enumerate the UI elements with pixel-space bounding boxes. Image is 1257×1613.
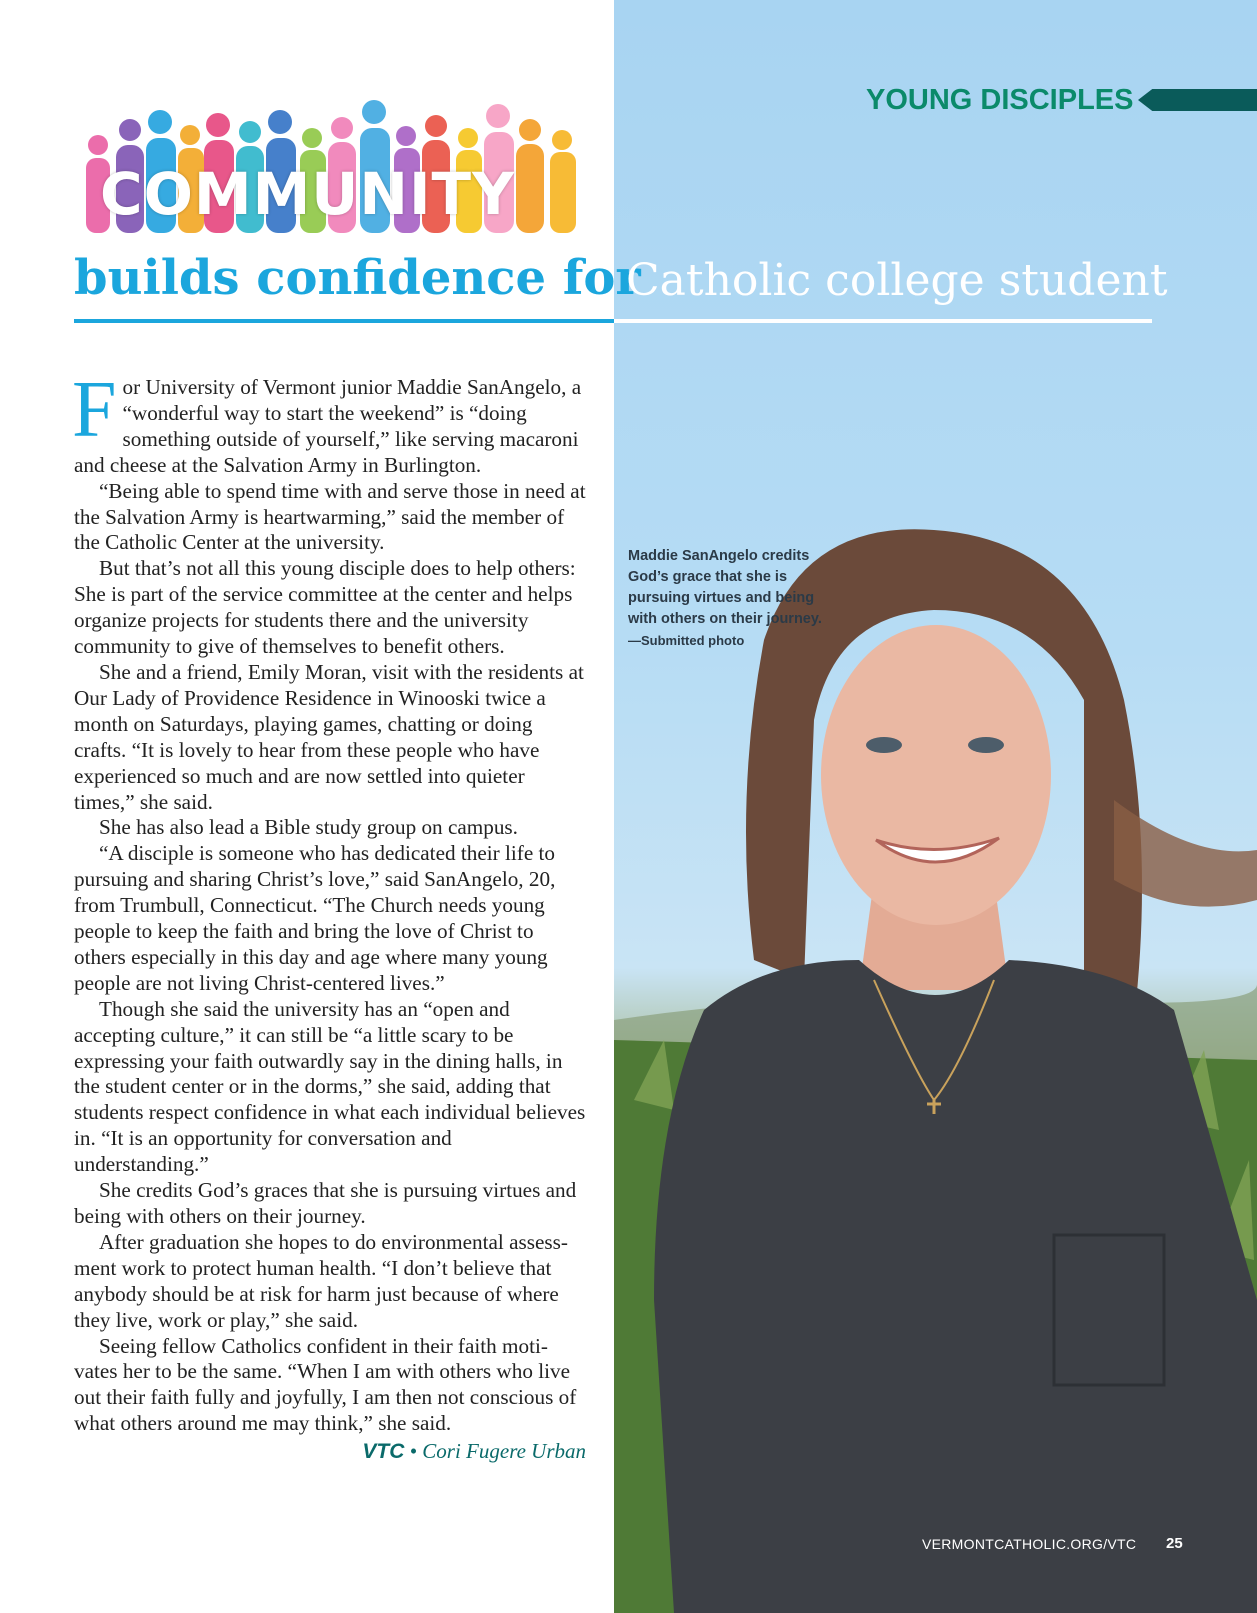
paragraph: But that’s not all this young disciple does to help others: She is part of the service committee at the center and helps organize projects for students there and the university community to give of themselves to benefit others.: [74, 556, 576, 659]
drop-cap: F: [72, 366, 117, 454]
paragraph: She and a friend, Emily Moran, visit with the residents at Our Lady of Providence Residence in Winooski twice a month on Saturdays, playing games, chatting or doing crafts. “It is lovely to hear from these people who have experienced so much and are now settled into quieter times,” she said.: [74, 659, 584, 814]
student-photo: [614, 0, 1257, 1613]
headline-rule-right: [614, 319, 1152, 323]
headline-part-2: Catholic college student: [626, 255, 1168, 306]
paragraph: “A disciple is someone who has dedicated their life to pursuing and sharing Christ’s love,” said SanAngelo, 20, from Trumbull, Connecticut. “The Church needs young people to keep the faith and bring the love of Christ to others especially in this day and age where many young people are not living Christ-centered lives.”: [74, 841, 556, 995]
section-tag: YOUNG DISCIPLES: [866, 84, 1134, 116]
article-body: [72, 366, 586, 1465]
byline: VTC • Cori Fugere Urban: [362, 1439, 586, 1464]
paragraph: Though she said the university has an “open and accepting culture,” it can still be “a little scary to be expressing your faith outwardly say in the dining halls, in the student center or in the dorms,” she said, adding that students respect confidence in what each individual believes in. “It is an opportunity for conversation and understanding.”: [74, 996, 586, 1177]
headline-part-1: builds confidence for: [74, 250, 641, 306]
paragraph: For University of Vermont junior Maddie SanAngelo, a “wonderful way to start the weekend” is “doing something outside of yourself,” like serving macaroni and cheese at the Salvation Army in Burlington.: [72, 366, 582, 477]
footer-url[interactable]: VERMONTCATHOLIC.ORG/VTC: [922, 1536, 1137, 1552]
section-tag-bar: [1138, 89, 1257, 111]
byline-author: Cori Fugere Urban: [422, 1439, 586, 1464]
logo-wordmark: COMMUNITY: [100, 160, 516, 228]
page-number: 25: [1166, 1535, 1183, 1552]
paragraph: She credits God’s graces that she is pursuing virtues and being with others on their journey.: [74, 1178, 577, 1228]
paragraph: She has also lead a Bible study group on campus.: [99, 815, 518, 840]
paragraph: Seeing fellow Catholics confident in their faith moti-vates her to be the same. “When I am with others who live out their faith fully and joyfully, I am then not conscious of what others around me may think,” she said.: [74, 1333, 577, 1436]
photo-caption: Maddie SanAngelo credits God’s grace that she is pursuing virtues and being with others on their journey. —Submitted photo: [628, 548, 822, 648]
photo-credit: —Submitted photo: [628, 633, 745, 648]
headline-rule-left: [74, 319, 614, 323]
byline-brand: VTC: [362, 1440, 405, 1464]
paragraph: After graduation she hopes to do environmental assess-ment work to protect human health. “I don’t believe that anybody should be at risk for harm just because of where they live, work or play,” she said.: [74, 1229, 568, 1332]
paragraph: “Being able to spend time with and serve those in need at the Salvation Army is heartwarming,” said the member of the Catholic Center at the university.: [74, 478, 586, 555]
photo-panel: [614, 0, 1257, 1613]
